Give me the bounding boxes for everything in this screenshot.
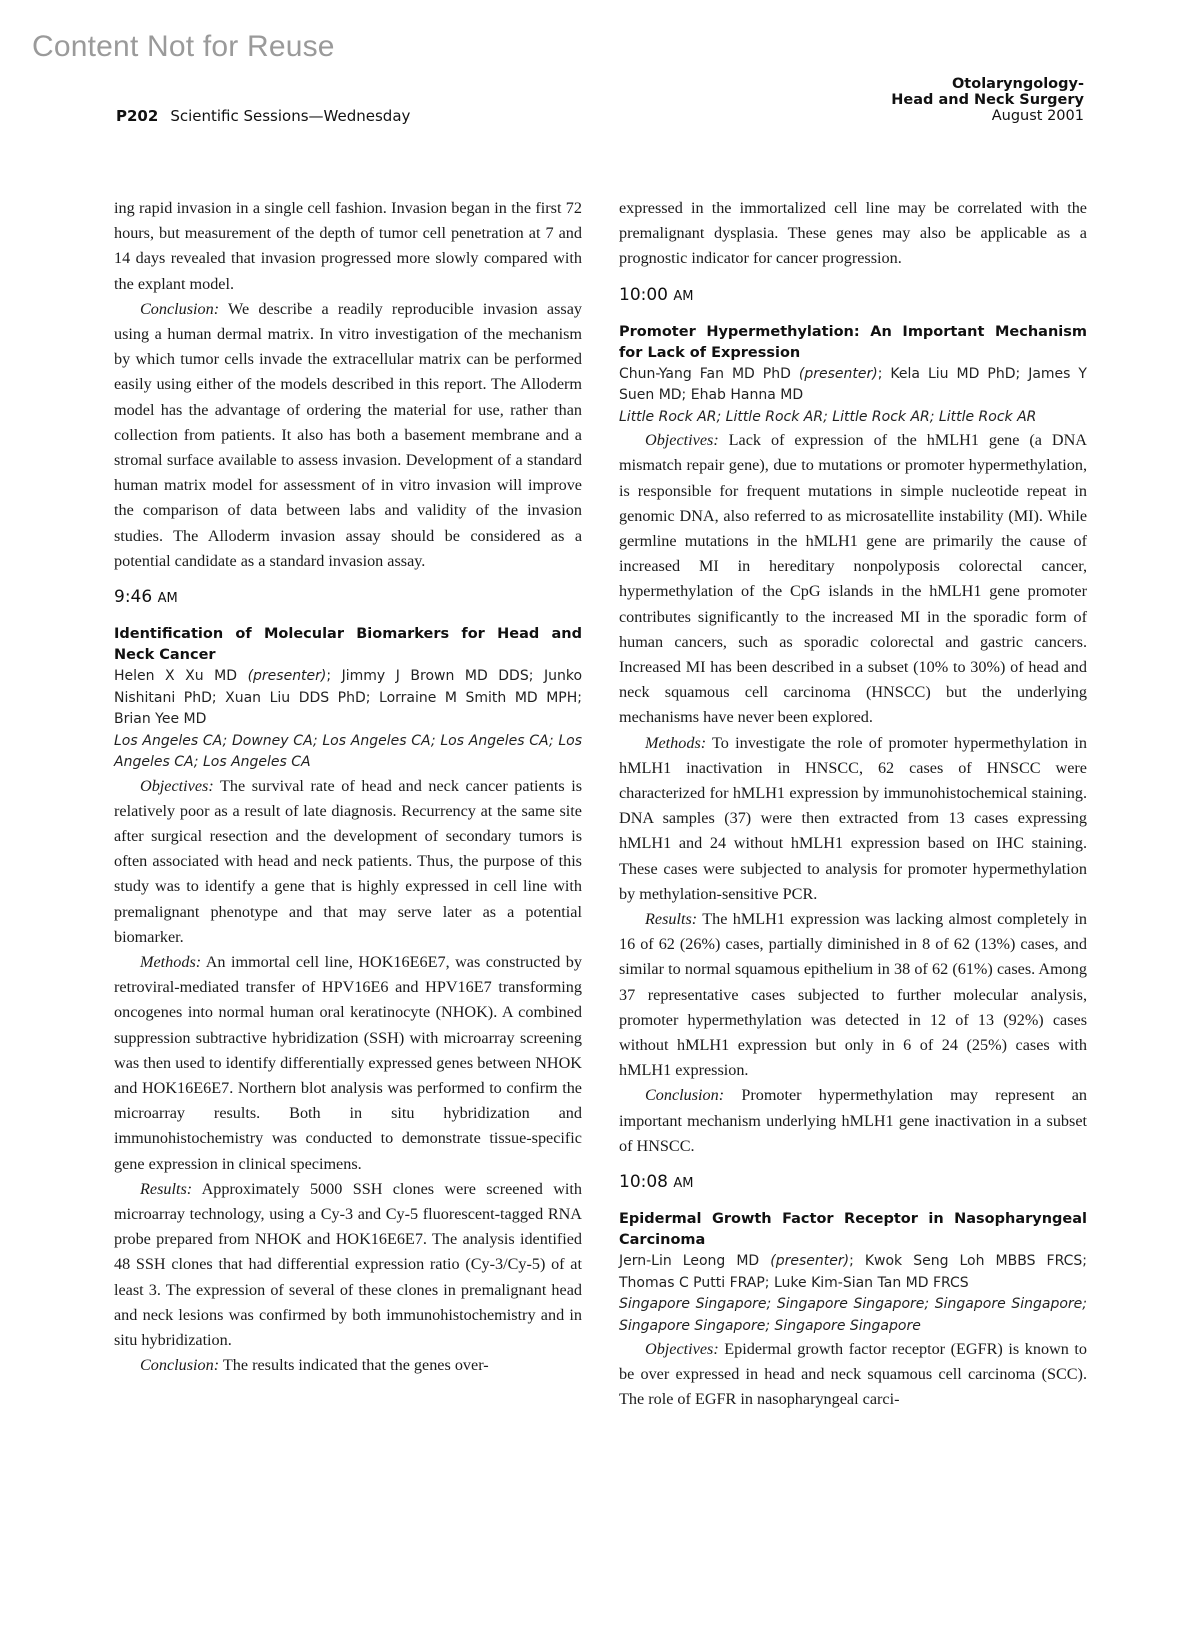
time-value: 10:08	[619, 1172, 668, 1192]
section-title: Scientific Sessions—Wednesday	[170, 107, 411, 125]
objectives-paragraph	[619, 1337, 1087, 1413]
objectives-paragraph	[114, 774, 582, 950]
authors-before: Chun-Yang Fan MD PhD	[619, 365, 799, 382]
journal-name-line1: Otolaryngology-	[951, 76, 1084, 92]
abstract-time	[619, 1171, 1087, 1195]
objectives-text: The survival rate of head and neck cancer patients is relatively poor as a result of late diagnosis. Recurrency at the same site after surgical resection and the development of secondary tumors is often associated with head and neck patients. Thus, the purpose of this study was to identify a gene that is highly expressed in cell line with premalignant phenotype and that may serve later as a potential biomarker.	[114, 776, 582, 946]
objectives-label: Objectives:	[645, 431, 719, 450]
results-paragraph	[619, 907, 1087, 1083]
methods-text: An immortal cell line, HOK16E6E7, was constructed by retroviral-mediated transfer of HPV16E6 and HPV16E7 transforming oncogenes into normal human oral keratinocyte (NHOK). A combined suppression subtractive hybridization (SSH) with microarray screening was then used to identify differentially expressed genes between NHOK and HOK16E6E7. Northern blot analysis was performed to confirm the microarray results. Both in situ hybridization and immunohistochemistry was conducted to demonstrate tissue-specific gene expression in clinical specimens.	[114, 952, 582, 1173]
methods-paragraph	[114, 950, 582, 1177]
objectives-paragraph	[619, 428, 1087, 730]
abstract-authors	[619, 364, 1087, 407]
objectives-label: Objectives:	[645, 1340, 719, 1358]
methods-paragraph	[619, 731, 1087, 907]
methods-label: Methods:	[140, 952, 202, 971]
continued-paragraph: expressed in the immortalized cell line may be correlated with the premalignant dysplasia. These genes may also be applicable as a prognostic indicator for cancer progression.	[619, 199, 1087, 268]
abstract-authors	[619, 1251, 1087, 1294]
continued-paragraph: ing rapid invasion in a single cell fashion. Invasion began in the first 72 hours, but measurement of the depth of tumor cell penetration at 7 and 14 days revealed that invasion progressed more slowly compared with the explant model.	[114, 199, 582, 293]
abstract-title: Identification of Molecular Biomarkers for Head and Neck Cancer	[114, 626, 582, 664]
conclusion-label: Conclusion:	[140, 299, 220, 318]
authors-before: Jern-Lin Leong MD	[619, 1253, 771, 1269]
abstract-locations: Los Angeles CA; Downey CA; Los Angeles CA; Los Angeles CA; Los Angeles CA; Los Angeles CA	[114, 732, 582, 771]
objectives-text: Epidermal growth factor receptor (EGFR) is known to be over expressed in head and neck squamous cell carcinoma (SCC). The role of EGFR in nasopharyngeal carci-	[619, 1340, 1087, 1409]
abstract-time	[114, 586, 582, 610]
authors-after: ; Jimmy J Brown MD DDS; Junko Nishitani PhD; Xuan Liu DDS PhD; Lorraine M Smith MD MPH; Brian Yee MD	[114, 668, 583, 728]
presenter-tag: (presenter)	[770, 1253, 850, 1269]
conclusion-text: Promoter hypermethylation may represent an important mechanism underlying hMLH1 gene inactivation in a subset of HNSCC.	[619, 1086, 1087, 1155]
abstract-locations: Singapore Singapore; Singapore Singapore; Singapore Singapore; Singapore Singapore; Singapore Singapore	[619, 1296, 1087, 1334]
watermark: Content Not for Reuse	[32, 30, 335, 63]
conclusion-text: We describe a readily reproducible invasion assay using a human dermal matrix. In vitro investigation of the mechanism by which tumor cells invade the extracellular matrix can be performed easily using either of the models described in this report. The Alloderm model has the advantage of ordering the material for use, rather than collection from patients. It also has both a basement membrane and a stromal surface available to assess invasion. Development of a standard human matrix model for assessment of in vitro invasion will improve the comparison of data between labs and validity of the invasion studies. The Alloderm invasion assay should be considered as a potential candidate as a standard invasion assay.	[114, 299, 582, 570]
objectives-label: Objectives:	[140, 776, 214, 795]
abstract-authors	[114, 666, 582, 731]
authors-after: ; Kwok Seng Loh MBBS FRCS; Thomas C Putti FRAP; Luke Kim-Sian Tan MD FRCS	[619, 1253, 1087, 1291]
presenter-tag: (presenter)	[798, 365, 878, 382]
time-value: 9:46	[114, 587, 153, 608]
results-text: Approximately 5000 SSH clones were screened with microarray technology, using a Cy-3 and Cy-5 fluorescent-tagged RNA probe prepared from NHOK and HOK16E6E7. The analysis identified 48 SSH clones that had differential expression ratio (Cy-3/Cy-5) of at least 3. The expression of several of these clones in premalignant head and neck lesions was confirmed by both immunohistochemistry and in situ hybridization.	[114, 1179, 582, 1350]
conclusion-text: The results indicated that the genes over-	[219, 1356, 489, 1375]
results-text: The hMLH1 expression was lacking almost completely in 16 of 62 (26%) cases, partially diminished in 8 of 62 (13%) cases, and similar to normal squamous epithelium in 38 of 62 (61%) cases. Among 37 representative cases subjected to further molecular analysis, promoter hypermethylation was detected in 12 of 13 (92%) cases without hMLH1 expression but only in 6 of 24 (25%) cases with hMLH1 expression.	[619, 909, 1087, 1080]
methods-label: Methods:	[645, 733, 707, 752]
abstract-locations: Little Rock AR; Little Rock AR; Little Rock AR; Little Rock AR	[619, 408, 1037, 425]
authors-after: ; Kela Liu MD PhD; James Y Suen MD; Ehab Hanna MD	[619, 365, 1087, 404]
conclusion-label: Conclusion:	[645, 1086, 725, 1105]
results-label: Results:	[140, 1179, 193, 1198]
right-column	[619, 196, 1087, 1413]
methods-text: To investigate the role of promoter hypermethylation in hMLH1 inactivation in HNSCC, 62 cases of HNSCC were characterized for hMLH1 expression by immunohistochemical staining. DNA samples (37) were then extracted from 13 cases expressing hMLH1 and 24 without hMLH1 expression based on IHC staining. These cases were subjected to analysis for promoter hypermethylation by methylation-sensitive PCR.	[619, 733, 1087, 903]
objectives-text: Lack of expression of the hMLH1 gene (a DNA mismatch repair gene), due to mutations or promoter hypermethylation, is responsible for frequent mutations in simple nucleotide repeat in genomic DNA, also referred to as microsatellite instability (MI). While germline mutations in the hMLH1 gene are primarily the cause of increased MI in hereditary nonpolyposis colorectal cancer, hypermethylation of the CpG islands in the hMLH1 gene promoter contributes significantly to the increased MI in the sporadic form of human cancers, such as sporadic colorectal and gastric cancers. Increased MI has been described in a subset (10% to 30%) of head and neck squamous cell carcinoma (HNSCC) but the underlying mechanisms have never been explored.	[619, 431, 1087, 727]
running-header-right	[891, 76, 1084, 124]
conclusion-paragraph	[114, 1353, 582, 1378]
page-number: P202	[116, 107, 159, 125]
left-column	[114, 196, 582, 1378]
time-ampm: AM	[673, 288, 694, 304]
conclusion-paragraph	[619, 1083, 1087, 1159]
results-label: Results:	[645, 909, 698, 928]
issue-date: August 2001	[991, 108, 1084, 124]
results-paragraph	[114, 1177, 582, 1353]
running-header-left	[116, 107, 410, 125]
journal-name-line2: Head and Neck Surgery	[891, 92, 1084, 108]
time-ampm: AM	[157, 591, 178, 607]
abstract-time	[619, 284, 1087, 308]
time-value: 10:00	[619, 284, 668, 305]
abstract-title: Promoter Hypermethylation: An Important Mechanism for Lack of Expression	[619, 323, 1087, 361]
presenter-tag: (presenter)	[247, 668, 327, 685]
time-ampm: AM	[673, 1176, 694, 1191]
authors-before: Helen X Xu MD	[114, 668, 248, 685]
conclusion-label: Conclusion:	[140, 1356, 220, 1375]
abstract-title: Epidermal Growth Factor Receptor in Nasopharyngeal Carcinoma	[619, 1211, 1087, 1248]
conclusion-paragraph	[114, 297, 582, 574]
